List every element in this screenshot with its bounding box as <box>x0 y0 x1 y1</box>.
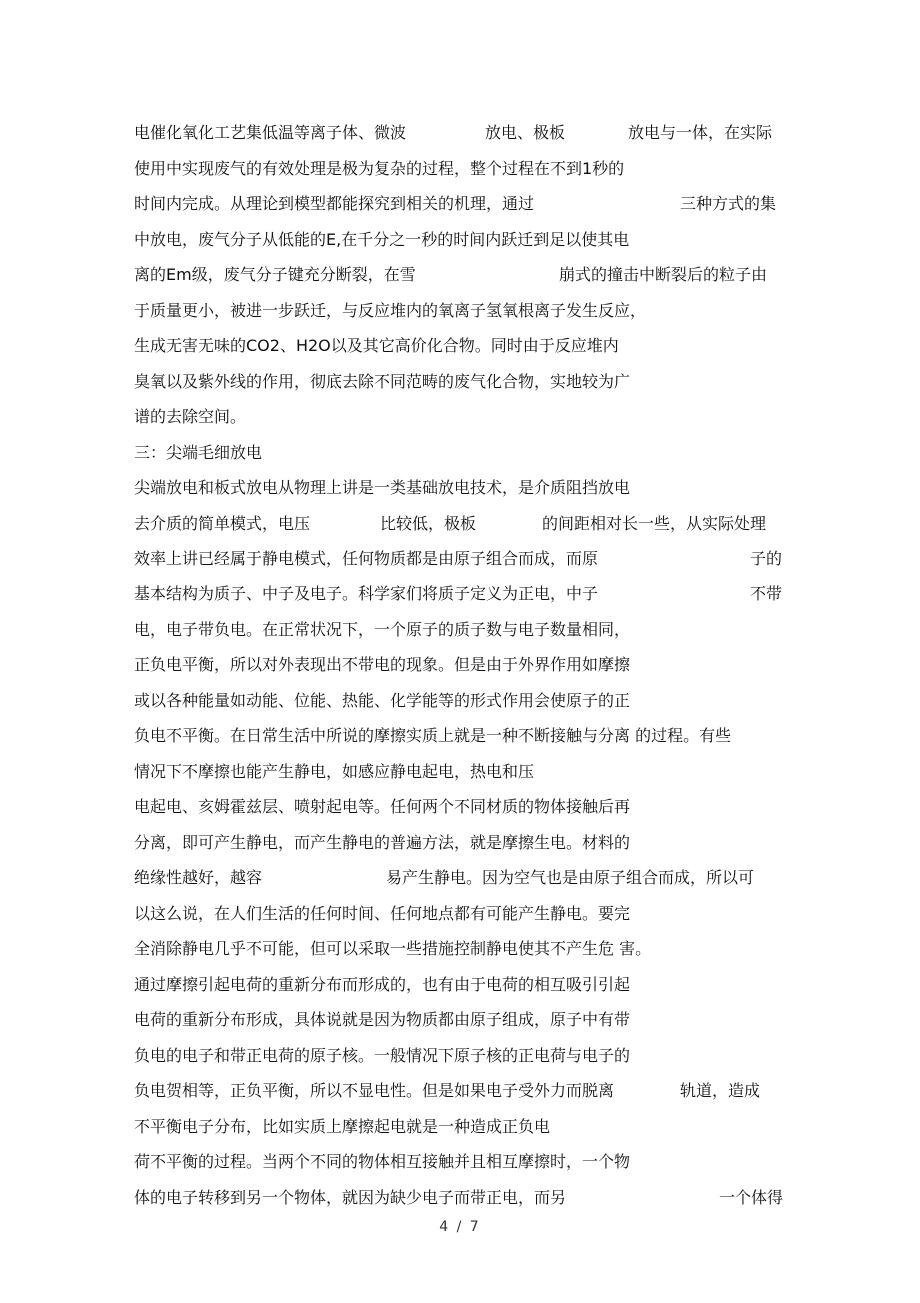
heading-text: 三：尖端毛细放电 <box>134 443 263 462</box>
text-segment: 电催化氧化工艺集低温等离子体、微波 <box>134 123 407 142</box>
text-segment: 正负电平衡，所以对外表现出不带电的现象。但是由于外界作用如摩擦 <box>134 655 631 674</box>
text-segment: 崩式的撞击中断裂后的粒子由 <box>559 265 768 284</box>
text-segment: 以这么说，在人们生活的任何时间、任何地点都有可能产生静电。要完 <box>134 904 631 923</box>
text-segment: 的间距相对长一些，从实际处理 <box>542 514 767 533</box>
text-segment: 体的电子转移到另一个物体，就因为缺少电子而带正电，而另 <box>134 1188 567 1207</box>
text-segment: 不平衡电子分布，比如实质上摩擦起电就是一种造成正负电 <box>134 1117 551 1136</box>
text-segment: 电荷的重新分布形成，具体说就是因为物质都由原子组成，原子中有带 <box>134 1010 631 1029</box>
text-segment: 放电、极板 <box>485 123 566 142</box>
text-segment: 负电不平衡。在日常生活中所说的摩擦实质上就是一种不断接触与分离 的过程。有些 <box>134 726 732 745</box>
text-segment: 电，电子带负电。在正常状况下，一个原子的质子数与电子数量相同， <box>134 620 631 639</box>
text-segment: 三种方式的集 <box>680 194 777 213</box>
text-segment: 分离，即可产生静电，而产生静电的普遍方法，就是摩擦生电。材料的 <box>134 833 631 852</box>
text-segment: 不带 <box>750 584 783 603</box>
text-segment: 放电与一体，在实际 <box>628 123 773 142</box>
text-segment: 中放电，废气分子从低能的E,在千分之一秒的时间内跃迁到足以使其电 <box>134 230 630 249</box>
text-segment: 使用中实现废气的有效处理是极为复杂的过程，整个过程在不到1秒的 <box>134 159 625 178</box>
text-segment: 荷不平衡的过程。当两个不同的物体相互接触并且相互摩擦时，一个物 <box>134 1152 631 1171</box>
text-segment: 易产生静电。因为空气也是由原子组合而成，所以可 <box>386 868 755 887</box>
text-segment: 基本结构为质子、中子及电子。科学家们将质子定义为正电，中子 <box>134 584 599 603</box>
text-segment: 绝缘性越好，越容 <box>134 868 263 887</box>
text-segment: 谱的去除空间。 <box>134 407 247 426</box>
text-segment: 尖端放电和板式放电从物理上讲是一类基础放电技术，是介质阻挡放电 <box>134 478 631 497</box>
text-segment: 或以各种能量如动能、位能、热能、化学能等的形式作用会使原子的正 <box>134 691 631 710</box>
text-segment: 生成无害无味的CO2、H2O以及其它高价化合物。同时由于反应堆内 <box>134 336 619 355</box>
text-segment: 情况下不摩擦也能产生静电，如感应静电起电，热电和压 <box>134 762 535 781</box>
text-segment: 轨道，造成 <box>680 1081 761 1100</box>
text-segment: 全消除静电几乎不可能，但可以采取一些措施控制静电使其不产生危 害。 <box>134 939 652 958</box>
text-segment: 一个体得 <box>719 1188 784 1207</box>
text-segment: 电起电、亥姆霍兹层、喷射起电等。任何两个不同材质的物体接触后再 <box>134 797 631 816</box>
text-segment: 去介质的简单模式，电压 <box>134 514 311 533</box>
text-segment: 负电贺相等，正负平衡，所以不显电性。但是如果电子受外力而脱离 <box>134 1081 615 1100</box>
text-segment: 效率上讲已经属于静电模式，任何物质都是由原子组合而成，而原 <box>134 549 599 568</box>
text-segment: 比较低，极板 <box>380 514 477 533</box>
text-segment: 子的 <box>750 549 783 568</box>
text-segment: 于质量更小，被进一步跃迁，与反应堆内的氧离子氢氧根离子发生反应， <box>134 301 647 320</box>
text-segment: 负电的电子和带正电荷的原子核。一般情况下原子核的正电荷与电子的 <box>134 1046 631 1065</box>
text-segment: 通过摩擦引起电荷的重新分布而形成的，也有由于电荷的相互吸引引起 <box>134 975 631 994</box>
text-segment: 时间内完成。从理论到模型都能探究到相关的机理，通过 <box>134 194 535 213</box>
text-segment: 离的Em级，废气分子键充分断裂，在雪 <box>134 265 416 284</box>
text-segment: 臭氧以及紫外线的作用，彻底去除不同范畴的废气化合物，实地较为广 <box>134 372 631 391</box>
page-number: 4 / 7 <box>439 1219 481 1235</box>
